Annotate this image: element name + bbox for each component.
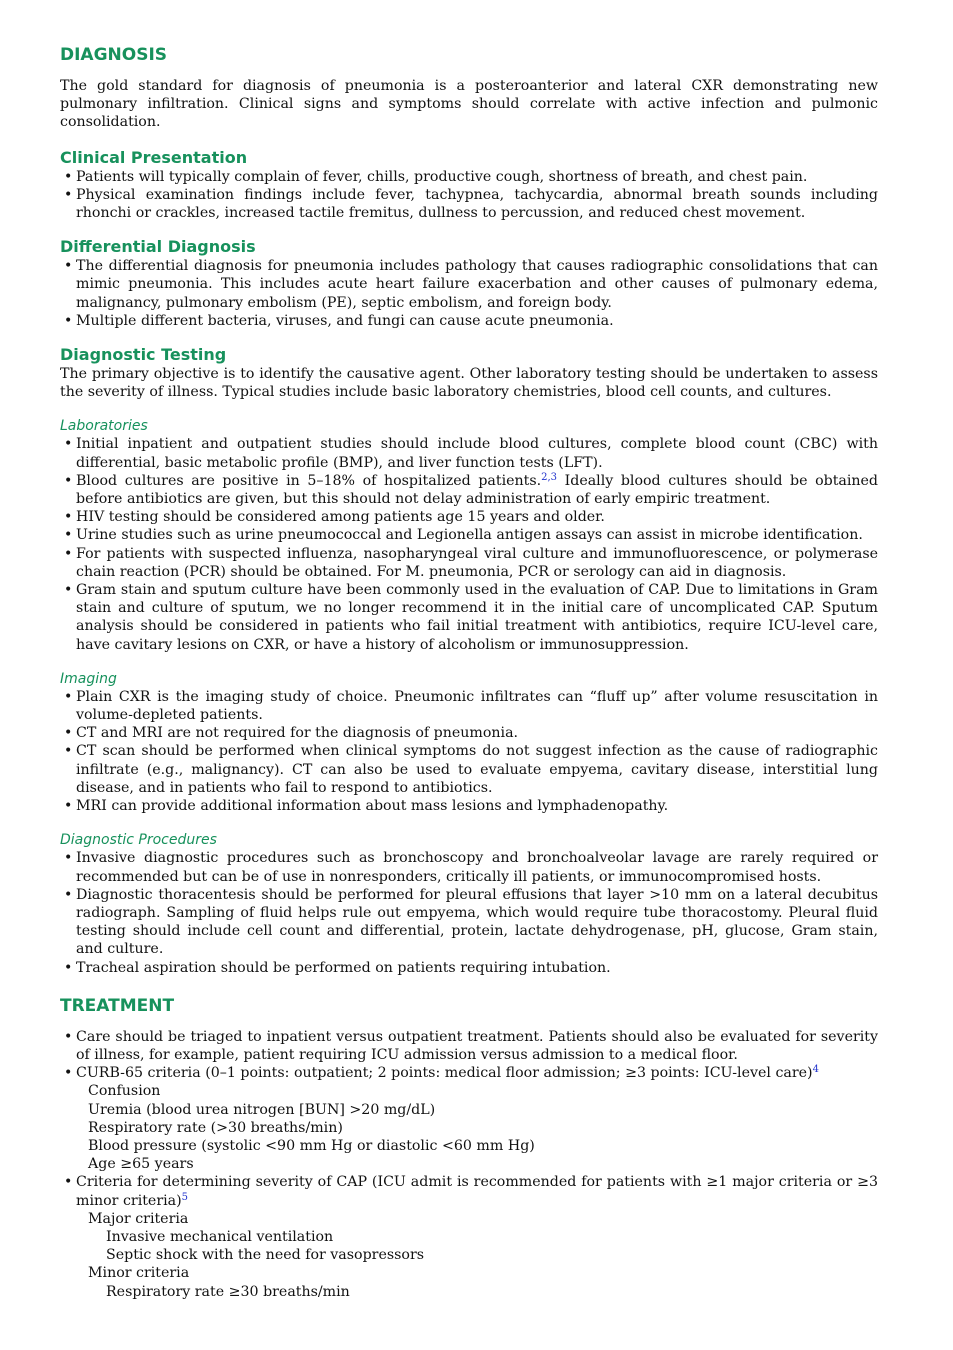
curb65-criterion: Confusion bbox=[88, 1083, 161, 1100]
subheading-differential-diagnosis: Differential Diagnosis bbox=[60, 237, 256, 257]
treatment-list bbox=[60, 1028, 878, 1083]
severity-list bbox=[60, 1173, 878, 1209]
curb65-criterion: Uremia (blood urea nitrogen [BUN] >20 mg/dL) bbox=[88, 1101, 436, 1118]
list-item: • HIV testing should be considered among patients age 15 years and older. bbox=[60, 508, 878, 526]
subheading-clinical-presentation: Clinical Presentation bbox=[60, 147, 248, 167]
major-criterion: Septic shock with the need for vasopressors bbox=[106, 1247, 425, 1264]
list-item: • The differential diagnosis for pneumonia includes pathology that causes radiographic consolidations that can mimic pneumonia. This includes acute heart failure exacerbation and other causes of pulmonary edema, malignancy, pulmonary embolism (PE), septic embolism, and foreign body. bbox=[60, 257, 878, 312]
diagnostic-testing-intro: The primary objective is to identify the causative agent. Other laboratory testing should be undertaken to assess the severity of illness. Typical studies include basic laboratory chemistries, blood cell counts, and cultures. bbox=[60, 366, 878, 401]
clinical-presentation-list bbox=[60, 168, 878, 223]
list-item-text: CURB-65 criteria (0–1 points: outpatient; 2 points: medical floor admission; ≥3 points: ICU-level care) bbox=[76, 1065, 813, 1082]
subheading-diagnostic-procedures: Diagnostic Procedures bbox=[60, 832, 217, 849]
list-item: • Multiple different bacteria, viruses, and fungi can cause acute pneumonia. bbox=[60, 312, 878, 330]
laboratories-list bbox=[60, 435, 878, 653]
list-item-text: Ideally blood cultures should be obtained before antibiotics are given, but this should not delay administration of early empiric treatment. bbox=[76, 472, 879, 508]
subheading-diagnostic-testing: Diagnostic Testing bbox=[60, 345, 227, 365]
list-item-text: Criteria for determining severity of CAP (ICU admit is recommended for patients with ≥1 major criteria or ≥3 minor criteria) bbox=[76, 1174, 878, 1209]
subheading-laboratories: Laboratories bbox=[60, 418, 148, 435]
page-content bbox=[60, 36, 878, 1301]
list-item: • Plain CXR is the imaging study of choice. Pneumonic infiltrates can “fluff up” after volume resuscitation in volume-depleted patients. bbox=[60, 688, 878, 724]
list-item bbox=[60, 1064, 878, 1082]
list-item: • Urine studies such as urine pneumococcal and Legionella antigen assays can assist in microbe identification. bbox=[60, 526, 878, 544]
list-item: • Tracheal aspiration should be performed on patients requiring intubation. bbox=[60, 959, 878, 977]
list-item: • Physical examination findings include fever, tachypnea, tachycardia, abnormal breath sounds including rhonchi or crackles, increased tactile fremitus, dullness to percussion, and reduced chest movement. bbox=[60, 186, 878, 222]
major-criteria-heading: Major criteria bbox=[88, 1210, 189, 1227]
reference-link[interactable]: 4 bbox=[812, 1064, 819, 1076]
minor-criterion: Respiratory rate ≥30 breaths/min bbox=[106, 1283, 350, 1300]
list-item bbox=[60, 1173, 878, 1209]
list-item: • MRI can provide additional information about mass lesions and lymphadenopathy. bbox=[60, 797, 878, 815]
list-item: • Patients will typically complain of fever, chills, productive cough, shortness of breath, and chest pain. bbox=[60, 168, 878, 186]
curb65-criterion: Respiratory rate (>30 breaths/min) bbox=[88, 1119, 343, 1136]
diagnosis-intro: The gold standard for diagnosis of pneumonia is a posteroanterior and lateral CXR demonstrating new pulmonary infiltration. Clinical signs and symptoms should correlate with active infection and pulmonic consolidation. bbox=[60, 78, 878, 131]
list-item: • Care should be triaged to inpatient versus outpatient treatment. Patients should also be evaluated for severity of illness, for example, patient requiring ICU admission versus admission to a medical floor. bbox=[60, 1028, 878, 1064]
list-item: • Invasive diagnostic procedures such as bronchoscopy and bronchoalveolar lavage are rarely required or recommended but can be of use in nonresponders, critically ill patients, or immunocompromised hosts. bbox=[60, 849, 878, 885]
list-item-text: Blood cultures are positive in 5–18% of hospitalized patients. bbox=[76, 472, 542, 489]
list-item: • Diagnostic thoracentesis should be performed for pleural effusions that layer >10 mm on a lateral decubitus radiograph. Sampling of fluid helps rule out empyema, which would require tube thoracostomy. Pleural fluid testing should include cell count and differential, protein, lactate dehydrogenase, pH, glucose, Gram stain, and culture. bbox=[60, 886, 878, 959]
reference-link[interactable]: 5 bbox=[181, 1191, 189, 1203]
list-item: • Initial inpatient and outpatient studies should include blood cultures, complete blood count (CBC) with differential, basic metabolic profile (BMP), and liver function tests (LFT). bbox=[60, 435, 878, 471]
minor-criteria-heading: Minor criteria bbox=[88, 1265, 190, 1282]
list-item: • CT scan should be performed when clinical symptoms do not suggest infection as the cause of radiographic infiltrate (e.g., malignancy). CT can also be used to evaluate empyema, cavitary disease, interstitial lung disease, and in patients who fail to respond to antibiotics. bbox=[60, 742, 878, 797]
list-item: • CT and MRI are not required for the diagnosis of pneumonia. bbox=[60, 724, 878, 742]
list-item bbox=[60, 472, 878, 508]
curb65-criterion: Age ≥65 years bbox=[88, 1156, 194, 1173]
section-heading-diagnosis: DIAGNOSIS bbox=[60, 45, 168, 65]
imaging-list bbox=[60, 688, 878, 815]
subheading-imaging: Imaging bbox=[60, 670, 117, 687]
curb65-criterion: Blood pressure (systolic <90 mm Hg or diastolic <60 mm Hg) bbox=[88, 1137, 535, 1154]
list-item: • For patients with suspected influenza, nasopharyngeal viral culture and immunofluorescence, or polymerase chain reaction (PCR) should be obtained. For M. pneumonia, PCR or serology can aid in diagnosis. bbox=[60, 545, 878, 581]
procedures-list bbox=[60, 849, 878, 976]
section-heading-treatment: TREATMENT bbox=[60, 995, 175, 1016]
reference-link[interactable]: 2,3 bbox=[541, 471, 558, 483]
differential-list bbox=[60, 257, 878, 330]
list-item: • Gram stain and sputum culture have been commonly used in the evaluation of CAP. Due to limitations in Gram stain and culture of sputum, we no longer recommend it in the initial care of uncomplicated CAP. Sputum analysis should be considered in patients who fail initial treatment with antibiotics, require ICU-level care, have cavitary lesions on CXR, or have a history of alcoholism or immunosuppression. bbox=[60, 581, 878, 654]
major-criterion: Invasive mechanical ventilation bbox=[106, 1228, 334, 1245]
